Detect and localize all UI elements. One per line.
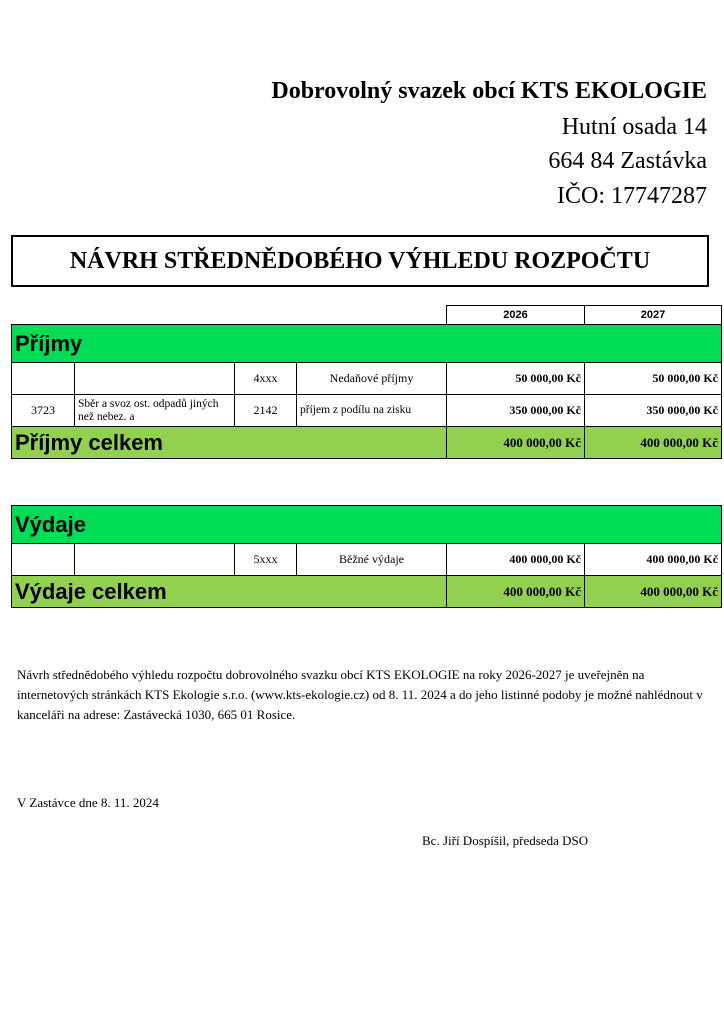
document-title: NÁVRH STŘEDNĚDOBÉHO VÝHLEDU ROZPOČTU [11,235,709,287]
company-id: IČO: 17747287 [557,183,707,209]
expense-table [11,505,722,608]
income-total-row [12,427,722,459]
table-row [12,395,722,427]
item-label: Nedaňové příjmy [297,363,447,395]
item-code: 5xxx [235,544,297,576]
paragraph-description: Sběr a svoz ost. odpadů jiných než nebez. a [75,395,235,427]
income-total-label: Příjmy celkem [12,427,447,459]
income-total-2027: 400 000,00 Kč [585,427,722,459]
amount-2026: 50 000,00 Kč [447,363,585,395]
income-section-title: Příjmy [12,325,722,363]
expense-total-row [12,576,722,608]
table-row [12,363,722,395]
address-city: 664 84 Zastávka [548,148,707,174]
item-code: 4xxx [235,363,297,395]
income-total-2026: 400 000,00 Kč [447,427,585,459]
year-header-2026: 2026 [447,306,585,325]
paragraph-code [12,363,75,395]
item-code: 2142 [235,395,297,427]
item-label: příjem z podílu na zisku [297,395,447,427]
place-and-date: V Zastávce dne 8. 11. 2024 [17,795,159,810]
paragraph-code: 3723 [12,395,75,427]
amount-2026: 400 000,00 Kč [447,544,585,576]
signature-line: Bc. Jiří Dospíšil, předseda DSO [422,833,589,848]
item-label: Běžné výdaje [297,544,447,576]
paragraph-description [75,363,235,395]
expense-section-title: Výdaje [12,506,722,544]
publication-note: Návrh střednědobého výhledu rozpočtu dobrovolného svazku obcí KTS EKOLOGIE na roky 2026-2027 je uveřejněn na internetových stránkách KTS Ekologie s.r.o. (www.kts-ekologie.cz) od 8. 11. 2024 a do jeho listinné podoby je možné nahlédnout v kanceláři na adrese: Zastávecká 1030, 665 01 Rosice. [17,667,703,722]
table-row [12,544,722,576]
amount-2027: 50 000,00 Kč [585,363,722,395]
income-table [11,305,722,459]
expense-total-2026: 400 000,00 Kč [447,576,585,608]
amount-2027: 350 000,00 Kč [585,395,722,427]
address-street: Hutní osada 14 [561,114,707,140]
expense-total-2027: 400 000,00 Kč [585,576,722,608]
expense-total-label: Výdaje celkem [12,576,447,608]
amount-2026: 350 000,00 Kč [447,395,585,427]
year-header-2027: 2027 [585,306,722,325]
organization-name: Dobrovolný svazek obcí KTS EKOLOGIE [271,78,707,104]
paragraph-description [75,544,235,576]
paragraph-code [12,544,75,576]
amount-2027: 400 000,00 Kč [585,544,722,576]
